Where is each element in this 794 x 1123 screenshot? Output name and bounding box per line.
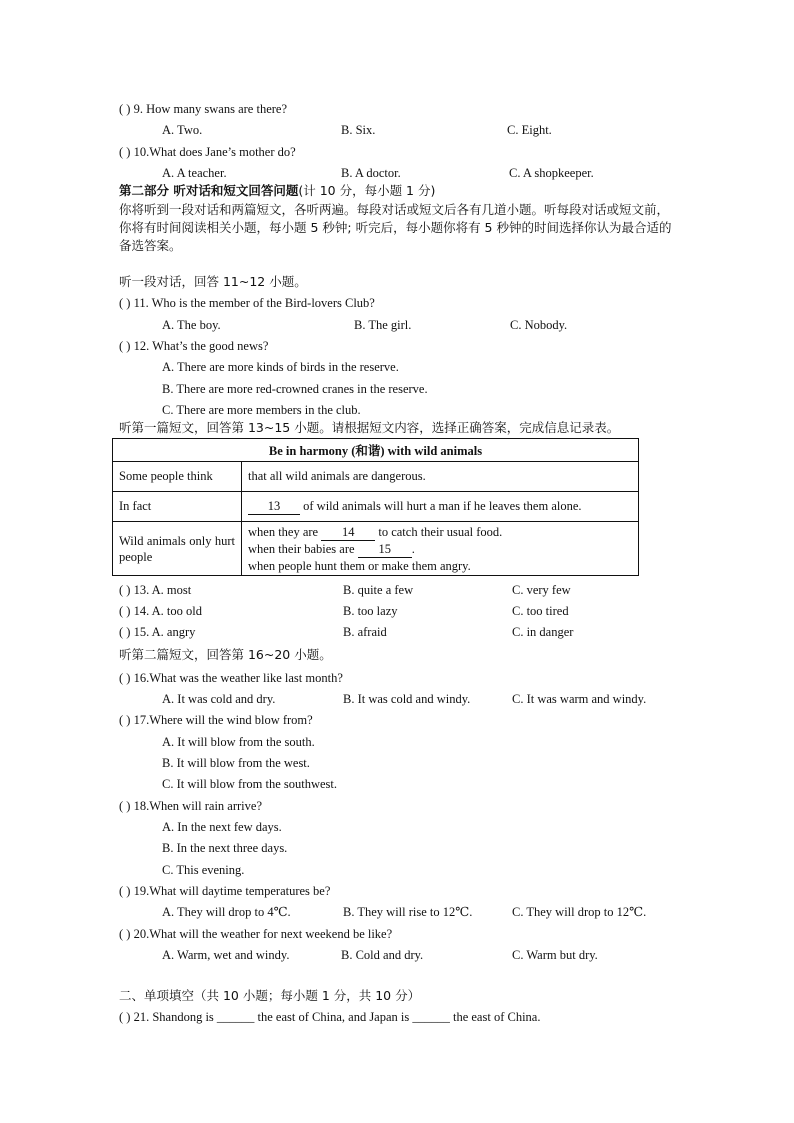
row-value: that all wild animals are dangerous. <box>242 462 639 492</box>
question-21 <box>119 1009 540 1025</box>
row-text: . <box>411 541 415 556</box>
row-value <box>242 492 639 522</box>
option-c[interactable]: C. It was warm and windy. <box>512 692 647 706</box>
blank-14[interactable]: 14 <box>321 524 375 541</box>
option-b[interactable]: B. quite a few <box>343 583 414 597</box>
row-label: Some people think <box>113 462 242 492</box>
row-label: Wild animals only hurt people <box>113 522 242 576</box>
row-text: of wild animals will hurt a man if he leaves them alone. <box>303 498 582 513</box>
option-b[interactable]: B. too lazy <box>343 604 398 618</box>
section2-heading: 二、单项填空（共 10 小题；每小题 1 分，共 10 分） <box>119 988 421 1003</box>
answer-paren[interactable]: ( ) <box>119 884 131 898</box>
question-20 <box>119 926 392 942</box>
option-c[interactable]: C. very few <box>512 583 571 597</box>
question-19 <box>119 883 330 899</box>
part2-instructions: 你将听到一段对话和两篇短文，各听两遍。每段对话或短文后各有几道小题。听每段对话或短文前，你将有时间阅读相关小题，每小题 5 秒钟; 听完后，每小题你将有 5 秒钟的时间选择你认为最合适的备选答案。 <box>119 202 672 253</box>
info-record-table <box>112 438 639 576</box>
question-9 <box>119 101 287 117</box>
question-text: 9. How many swans are there? <box>133 102 287 116</box>
row-text: when their babies are <box>248 541 355 556</box>
question-10 <box>119 144 296 160</box>
option-a[interactable]: A. The boy. <box>162 318 221 332</box>
question-12 <box>119 338 268 354</box>
option-a[interactable]: A. Two. <box>162 123 203 137</box>
question-text: 19.What will daytime temperatures be? <box>133 884 331 898</box>
row-text: to catch their usual food. <box>378 524 503 539</box>
question-16 <box>119 670 343 686</box>
part2-title: 第二部分 听对话和短文回答问题 <box>119 183 299 198</box>
question-text: 17.Where will the wind blow from? <box>133 713 313 727</box>
answer-paren[interactable]: ( ) <box>119 583 131 597</box>
question-15 <box>119 624 195 640</box>
question-17 <box>119 712 313 728</box>
option-b[interactable]: B. afraid <box>343 625 387 639</box>
option-a[interactable]: A. It was cold and dry. <box>162 692 276 706</box>
answer-paren[interactable]: ( ) <box>119 102 131 116</box>
option-a[interactable]: A. They will drop to 4℃. <box>162 905 291 919</box>
option-a[interactable]: A. A teacher. <box>162 166 227 180</box>
answer-paren[interactable]: ( ) <box>119 296 131 310</box>
row-value <box>242 522 639 576</box>
row-line <box>248 524 632 541</box>
question-text: 16.What was the weather like last month? <box>133 671 343 685</box>
part2-heading <box>119 183 435 199</box>
passage1-intro: 听第一篇短文，回答第 13~15 小题。请根据短文内容，选择正确答案，完成信息记录表。 <box>119 420 620 435</box>
option-b[interactable]: B. Cold and dry. <box>341 948 424 962</box>
answer-paren[interactable]: ( ) <box>119 339 131 353</box>
question-text: 21. Shandong is ______ the east of China, and Japan is ______ the east of China. <box>133 1010 541 1024</box>
row-label: In fact <box>113 492 242 522</box>
row-line <box>248 541 632 558</box>
table-title: Be in harmony (和谐) with wild animals <box>113 439 639 462</box>
option-b[interactable]: B. There are more red-crowned cranes in the reserve. <box>162 382 428 396</box>
option-b[interactable]: B. A doctor. <box>341 166 401 180</box>
answer-paren[interactable]: ( ) <box>119 1010 131 1024</box>
option-b[interactable]: B. In the next three days. <box>162 841 288 855</box>
option-a[interactable]: 14. A. too old <box>133 604 202 618</box>
option-c[interactable]: C. in danger <box>512 625 574 639</box>
question-text: 12. What’s the good news? <box>133 339 269 353</box>
question-14 <box>119 603 202 619</box>
option-c[interactable]: C. A shopkeeper. <box>509 166 594 180</box>
passage2-intro: 听第二篇短文，回答第 16~20 小题。 <box>119 647 332 662</box>
answer-paren[interactable]: ( ) <box>119 927 131 941</box>
dialog-intro: 听一段对话，回答 11~12 小题。 <box>119 274 307 289</box>
option-a[interactable]: A. Warm, wet and windy. <box>162 948 290 962</box>
option-b[interactable]: B. Six. <box>341 123 376 137</box>
question-text: 11. Who is the member of the Bird-lovers Club? <box>133 296 375 310</box>
blank-13[interactable]: 13 <box>248 499 300 515</box>
option-b[interactable]: B. The girl. <box>354 318 412 332</box>
option-c[interactable]: C. Warm but dry. <box>512 948 598 962</box>
answer-paren[interactable]: ( ) <box>119 671 131 685</box>
question-text: 10.What does Jane’s mother do? <box>133 145 296 159</box>
option-a[interactable]: A. It will blow from the south. <box>162 735 315 749</box>
answer-paren[interactable]: ( ) <box>119 604 131 618</box>
option-b[interactable]: B. They will rise to 12℃. <box>343 905 473 919</box>
answer-paren[interactable]: ( ) <box>119 713 131 727</box>
row-text: when they are <box>248 524 319 539</box>
option-c[interactable]: C. too tired <box>512 604 569 618</box>
row-line: when people hunt them or make them angry. <box>248 558 471 573</box>
answer-paren[interactable]: ( ) <box>119 145 131 159</box>
option-c[interactable]: C. Eight. <box>507 123 552 137</box>
option-c[interactable]: C. Nobody. <box>510 318 568 332</box>
option-a[interactable]: A. In the next few days. <box>162 820 282 834</box>
option-c[interactable]: C. This evening. <box>162 863 245 877</box>
blank-15[interactable]: 15 <box>358 541 412 558</box>
option-a[interactable]: 13. A. most <box>133 583 192 597</box>
option-c[interactable]: C. There are more members in the club. <box>162 403 361 417</box>
question-text: 20.What will the weather for next weekend be like? <box>133 927 393 941</box>
question-11 <box>119 295 375 311</box>
question-18 <box>119 798 262 814</box>
part2-note: (计 10 分，每小题 1 分) <box>298 183 436 198</box>
option-c[interactable]: C. It will blow from the southwest. <box>162 777 337 791</box>
question-13 <box>119 582 191 598</box>
option-b[interactable]: B. It was cold and windy. <box>343 692 471 706</box>
option-c[interactable]: C. They will drop to 12℃. <box>512 905 647 919</box>
option-a[interactable]: 15. A. angry <box>133 625 196 639</box>
option-b[interactable]: B. It will blow from the west. <box>162 756 310 770</box>
answer-paren[interactable]: ( ) <box>119 625 131 639</box>
option-a[interactable]: A. There are more kinds of birds in the reserve. <box>162 360 399 374</box>
question-text: 18.When will rain arrive? <box>133 799 262 813</box>
answer-paren[interactable]: ( ) <box>119 799 131 813</box>
